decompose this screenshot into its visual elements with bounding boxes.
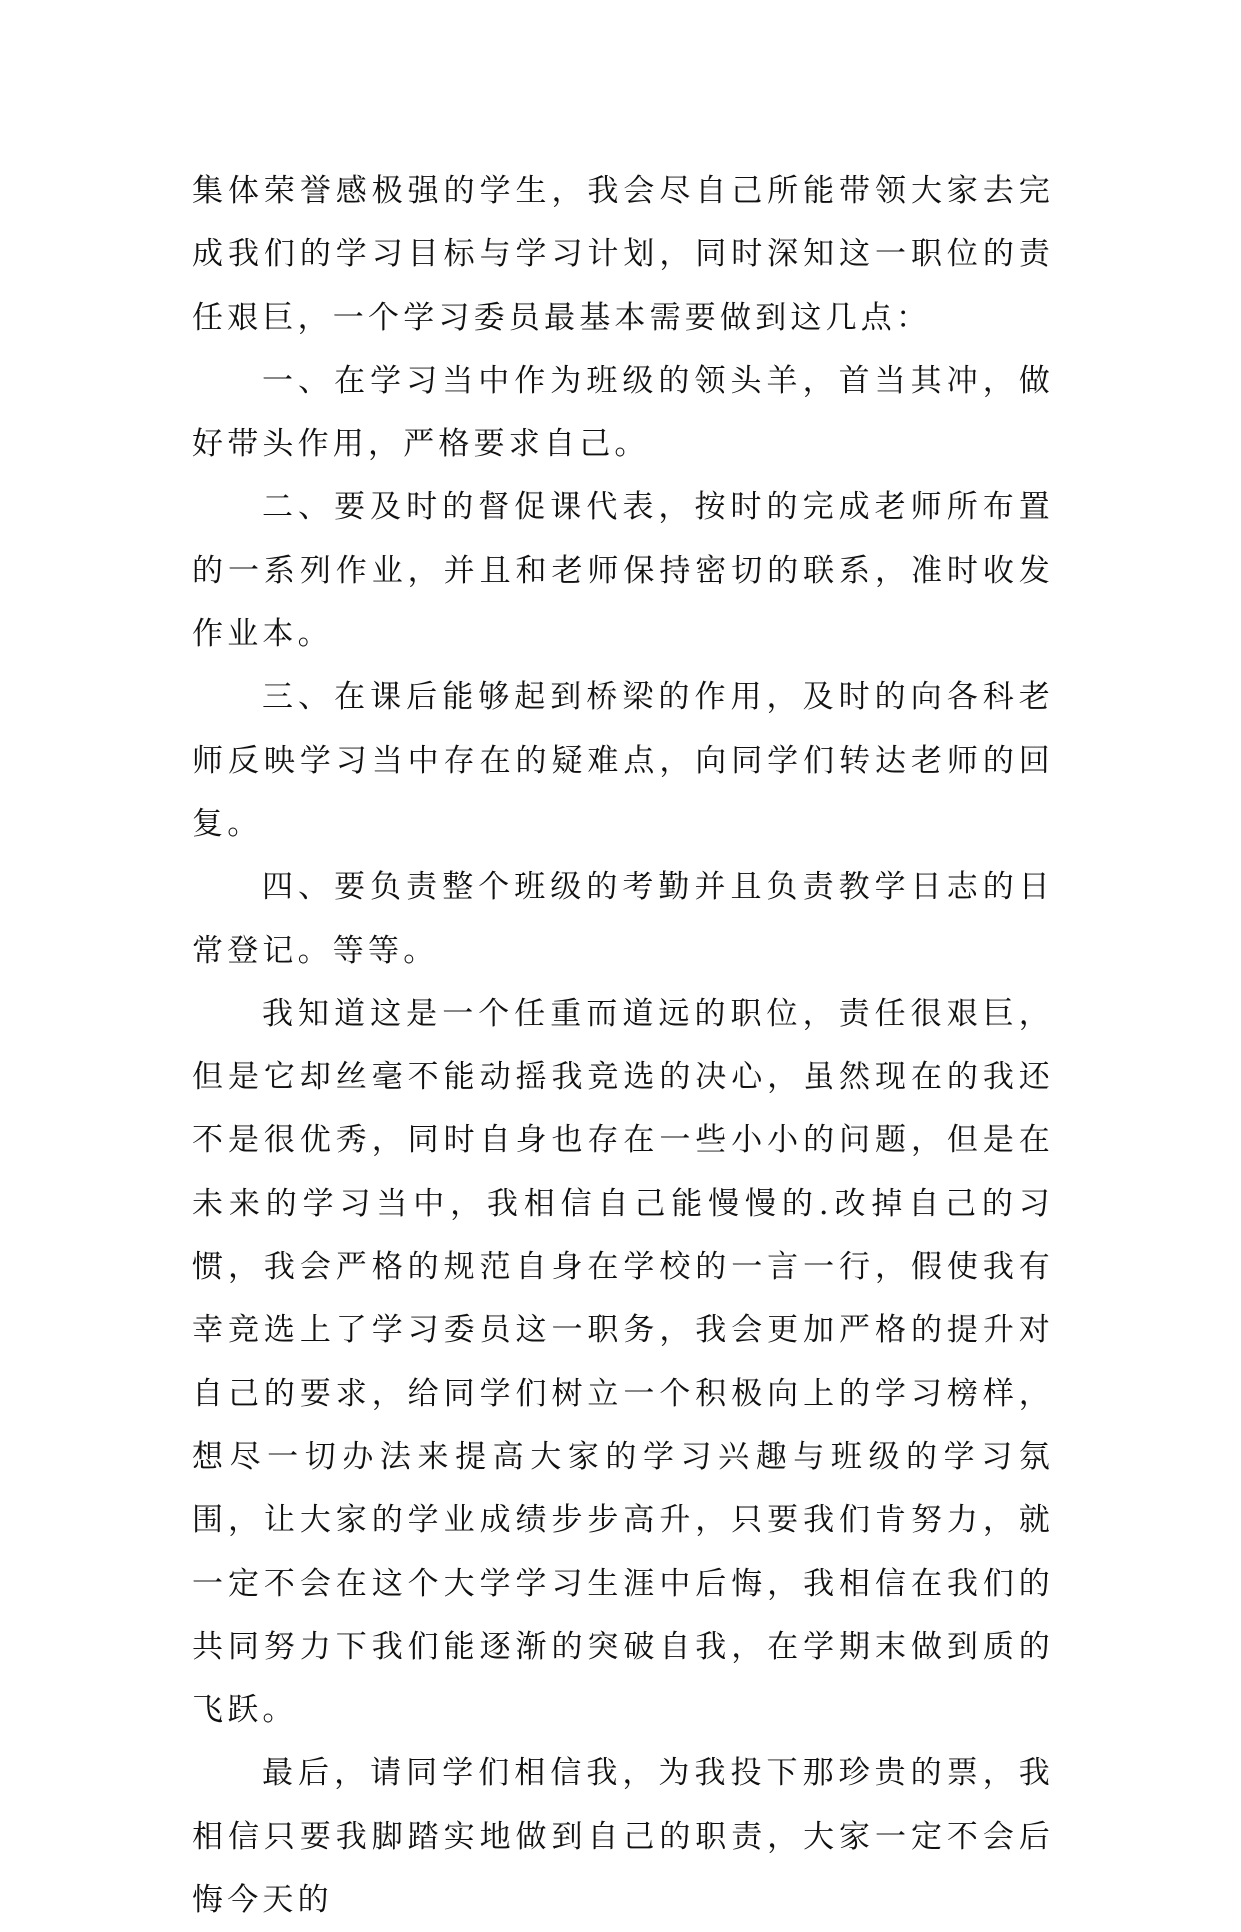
- paragraph-intro-continued: 集体荣誉感极强的学生，我会尽自己所能带领大家去完成我们的学习目标与学习计划，同时深知这一职位的责任艰巨，一个学习委员最基本需要做到这几点：: [192, 173, 1054, 336]
- paragraph-point-3: 三、在课后能够起到桥梁的作用，及时的向各科老师反映学习当中存在的疑难点，向同学们转达老师的回复。: [192, 679, 1054, 842]
- paragraph-closing: 最后，请同学们相信我，为我投下那珍贵的票，我相信只要我脚踏实地做到自己的职责，大家一定不会后悔今天的: [192, 1755, 1054, 1919]
- paragraph-resolve: 我知道这是一个任重而道远的职位，责任很艰巨，但是它却丝毫不能动摇我竞选的决心，虽然现在的我还不是很优秀，同时自身也存在一些小小的问题，但是在未来的学习当中，我相信自己能慢慢的.改掉自己的习惯，我会严格的规范自身在学校的一言一行，假使我有幸竞选上了学习委员这一职务，我会更加严格的提升对自己的要求，给同学们树立一个积极向上的学习榜样，想尽一切办法来提高大家的学习兴趣与班级的学习氛围，让大家的学业成绩步步高升，只要我们肯努力，就一定不会在这个大学学习生涯中后悔，我相信在我们的共同努力下我们能逐渐的突破自我，在学期末做到质的飞跃。: [192, 995, 1054, 1729]
- document-body: [192, 160, 1054, 1932]
- paragraph-point-4: 四、要负责整个班级的考勤并且负责教学日志的日常登记。等等。: [192, 869, 1054, 969]
- paragraph-point-1: 一、在学习当中作为班级的领头羊，首当其冲，做好带头作用，严格要求自己。: [192, 362, 1054, 463]
- paragraph-point-2: 二、要及时的督促课代表，按时的完成老师所布置的一系列作业，并且和老师保持密切的联系，准时收发作业本。: [192, 489, 1054, 653]
